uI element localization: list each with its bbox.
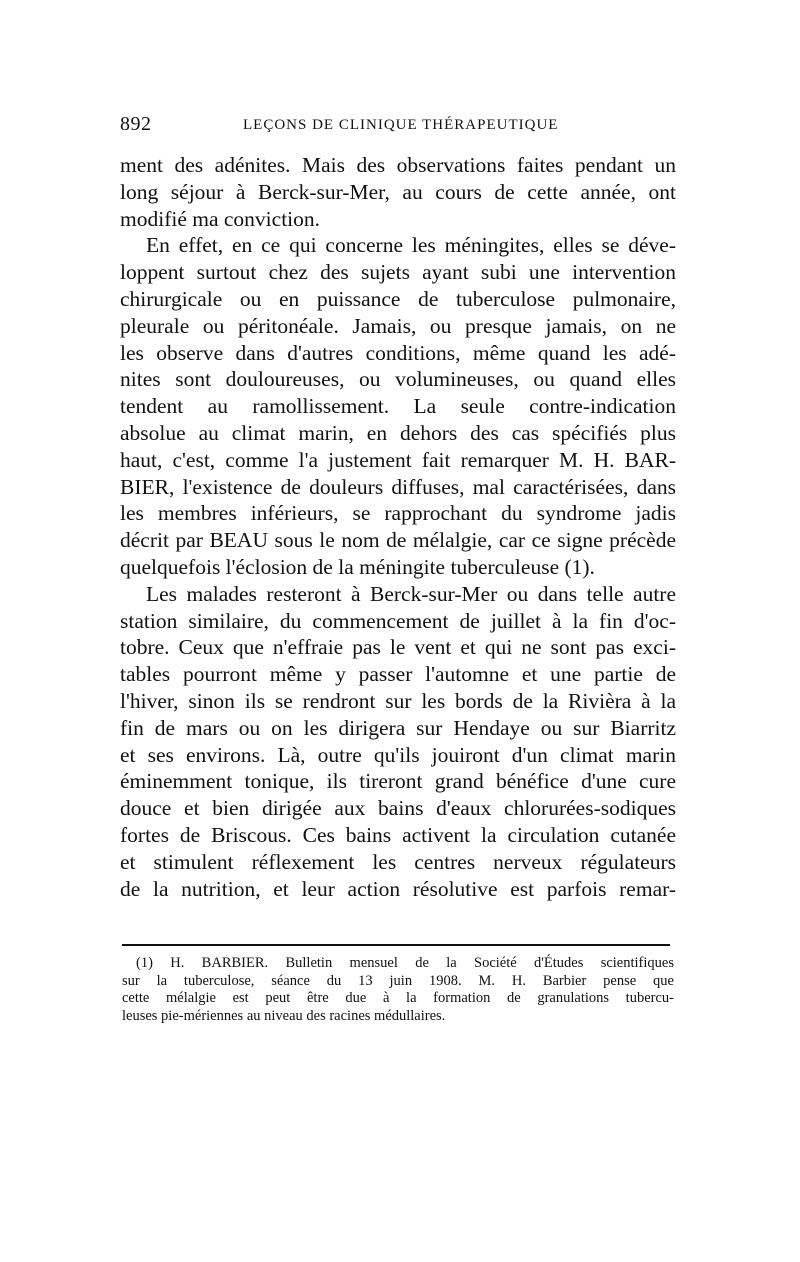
text-line: éminemment tonique, ils tireront grand bénéfice d'une cure xyxy=(120,769,676,794)
text-line: loppent surtout chez des sujets ayant subi une intervention xyxy=(120,260,676,285)
text-line: les membres inférieurs, se rapprochant du syndrome jadis xyxy=(120,501,676,526)
text-line: En effet, en ce qui concerne les méningites, elles se déve- xyxy=(146,233,676,258)
text-line: l'hiver, sinon ils se rendront sur les bords de la Rivièra à la xyxy=(120,688,676,713)
text-line: décrit par BEAU sous le nom de mélalgie, car ce signe précède xyxy=(120,528,676,553)
footnote-line: sur la tuberculose, séance du 13 juin 1908. M. H. Barbier pense que xyxy=(122,972,674,989)
page-number: 892 xyxy=(120,113,152,135)
text-line: haut, c'est, comme l'a justement fait remarquer M. H. BAR- xyxy=(120,447,676,472)
text-line: nites sont douloureuses, ou volumineuses, ou quand elles xyxy=(120,367,676,392)
text-line: douce et bien dirigée aux bains d'eaux chlorurées-sodiques xyxy=(120,796,676,821)
text-line: et ses environs. Là, outre qu'ils jouiront d'un climat marin xyxy=(120,742,676,767)
text-line: pleurale ou péritonéale. Jamais, ou presque jamais, on ne xyxy=(120,313,676,338)
text-line: chirurgicale ou en puissance de tuberculose pulmonaire, xyxy=(120,286,676,311)
text-line: ment des adénites. Mais des observations faites pendant un xyxy=(120,153,676,177)
text-line: BIER, l'existence de douleurs diffuses, mal caractérisées, dans xyxy=(120,474,676,499)
text-line: tobre. Ceux que n'effraie pas le vent et qui ne sont pas exci- xyxy=(120,635,676,660)
footnotes xyxy=(122,955,674,1025)
text-line: quelquefois l'éclosion de la méningite tuberculeuse (1). xyxy=(120,554,595,579)
text-line: fin de mars ou on les dirigera sur Hendaye ou sur Biarritz xyxy=(120,715,676,740)
running-head: LEÇONS DE CLINIQUE THÉRAPEUTIQUE xyxy=(243,117,559,133)
text-line: tables pourront même y passer l'automne et une partie de xyxy=(120,662,676,687)
text-line: modifié ma conviction. xyxy=(120,206,321,231)
text-line: tendent au ramollissement. La seule contre-indication xyxy=(120,394,676,419)
footnote-line: leuses pie-mériennes au niveau des racines médullaires. xyxy=(122,1007,446,1024)
footnote-divider xyxy=(122,944,670,946)
body-text xyxy=(120,152,676,902)
footnote-line: (1) H. BARBIER. Bulletin mensuel de la Société d'Études scientifiques xyxy=(136,955,674,971)
footnote-line: cette mélalgie est peut être due à la formation de granulations tubercu- xyxy=(122,990,674,1006)
text-line: fortes de Briscous. Ces bains activent la circulation cutanée xyxy=(120,822,676,847)
text-line: les observe dans d'autres conditions, même quand les adé- xyxy=(120,340,676,365)
text-line: long séjour à Berck-sur-Mer, au cours de cette année, ont xyxy=(120,179,676,204)
text-line: absolue au climat marin, en dehors des cas spécifiés plus xyxy=(120,420,676,445)
text-line: station similaire, du commencement de juillet à la fin d'oc- xyxy=(120,608,676,633)
text-line: et stimulent réflexement les centres nerveux régulateurs xyxy=(120,849,676,874)
text-line: de la nutrition, et leur action résolutive est parfois remar- xyxy=(120,876,676,901)
text-line: Les malades resteront à Berck-sur-Mer ou dans telle autre xyxy=(146,581,676,606)
